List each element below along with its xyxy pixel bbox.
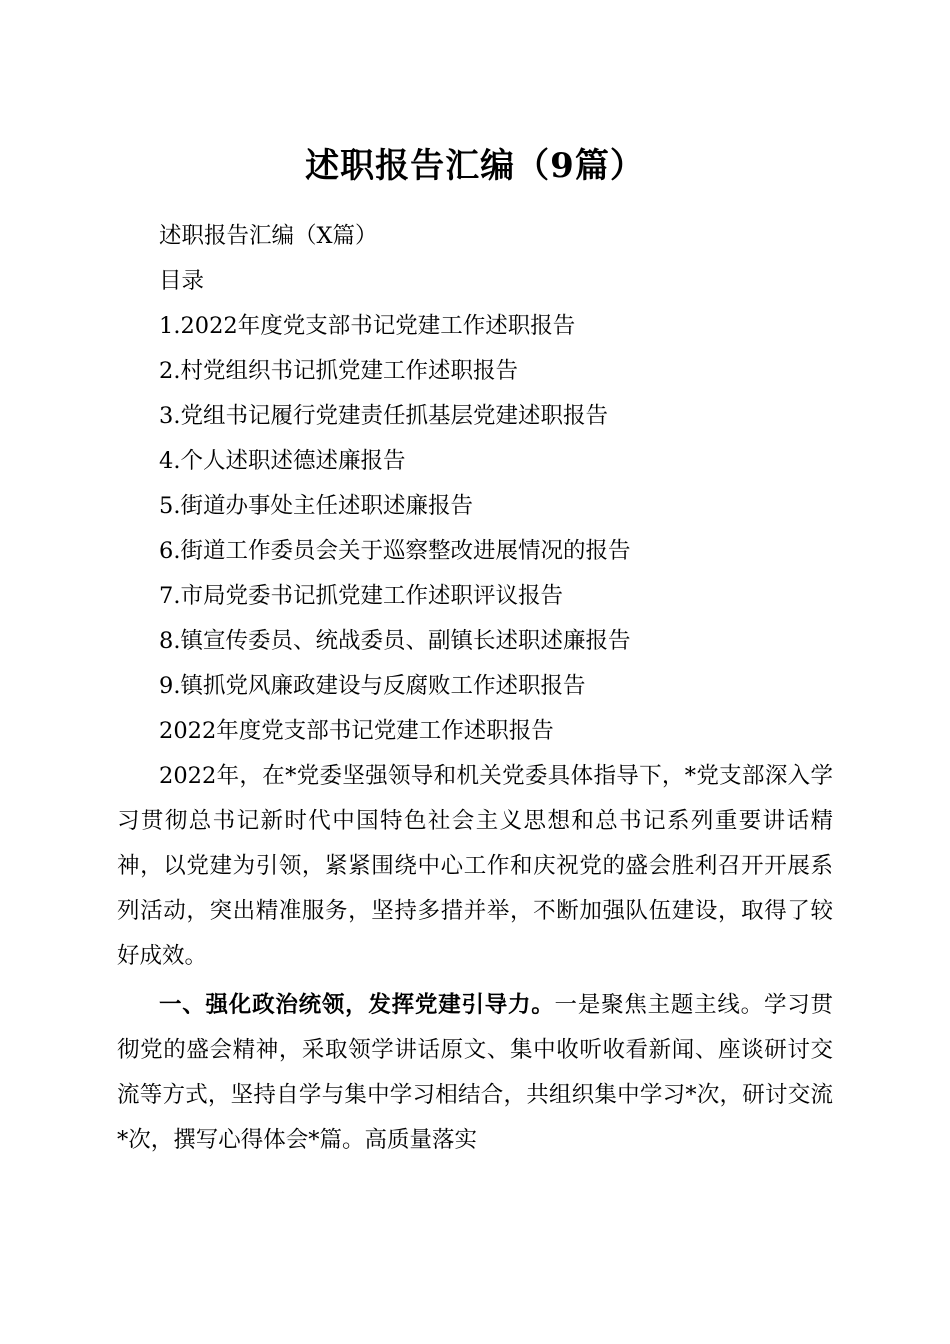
paragraph-heading: 一、强化政治统领，发挥党建引导力。 [159,992,555,1018]
document-title: 述职报告汇编（9篇） [305,146,645,186]
paragraph-text: 一是聚焦主题主线。学习贯彻党的盛会精神，采取领学讲话原文、集中收听收看新闻、座谈研讨交流等方式，坚持自学与集中学习相结合，共组织集中学习*次，研讨交流*次，撰写心得体会*篇。高质量落实 [117,992,833,1153]
toc-item-6: 6.街道工作委员会关于巡察整改进展情况的报告 [159,538,631,564]
toc-heading: 目录 [159,268,205,294]
toc-item-3: 3.党组书记履行党建责任抓基层党建述职报告 [159,403,608,429]
subtitle: 述职报告汇编（X篇） [159,223,378,249]
paragraph-intro: 2022年，在*党委坚强领导和机关党委具体指导下，*党支部深入学习贯彻总书记新时代中国特色社会主义思想和总书记系列重要讲话精神，以党建为引领，紧紧围绕中心工作和庆祝党的盛会胜利召开开展系列活动，突出精准服务，坚持多措并举，不断加强队伍建设，取得了较好成效。 [117,763,833,969]
toc-item-2: 2.村党组织书记抓党建工作述职报告 [159,358,518,384]
document-body [117,214,833,1163]
toc-item-1: 1.2022年度党支部书记党建工作述职报告 [159,313,576,339]
toc-item-4: 4.个人述职述德述廉报告 [159,448,406,474]
toc-item-5: 5.街道办事处主任述职述廉报告 [159,493,473,519]
toc-item-7: 7.市局党委书记抓党建工作述职评议报告 [159,583,563,609]
toc-item-8: 8.镇宣传委员、统战委员、副镇长述职述廉报告 [159,628,631,654]
table-of-contents [117,304,833,709]
paragraph-section-1 [117,983,833,1163]
section-title: 2022年度党支部书记党建工作述职报告 [159,718,554,744]
toc-item-9: 9.镇抓党风廉政建设与反腐败工作述职报告 [159,673,586,699]
